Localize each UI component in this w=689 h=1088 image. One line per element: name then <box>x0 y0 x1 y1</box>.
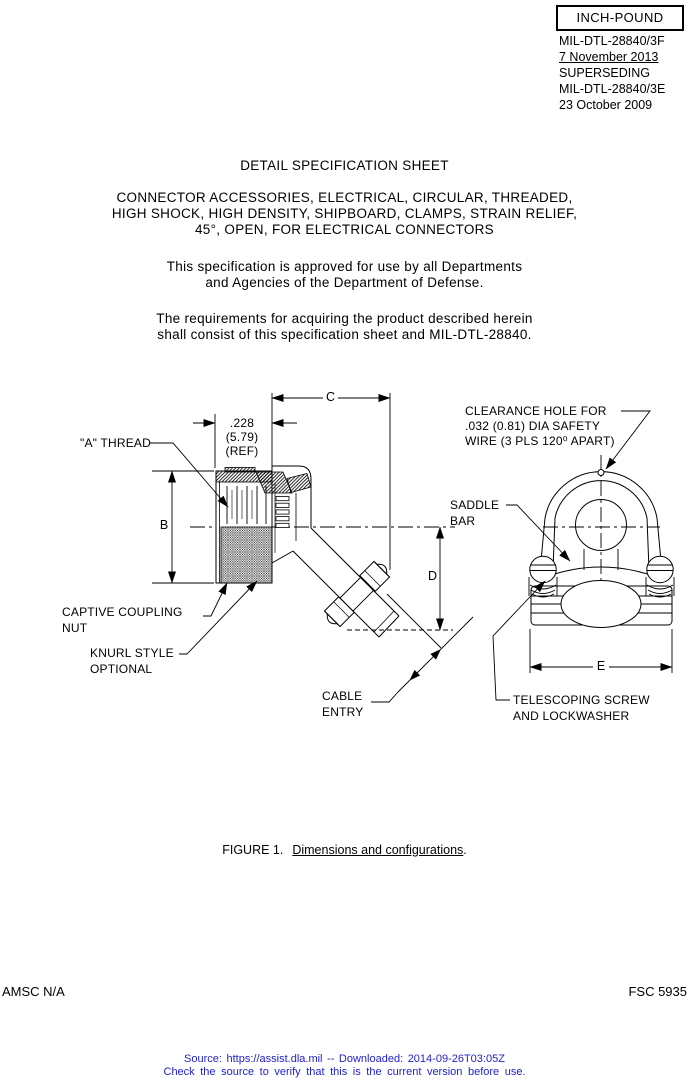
captive-coupling-nut-label: CAPTIVE COUPLING NUT <box>62 605 183 635</box>
knurl-section <box>221 527 272 583</box>
requirements-block <box>0 311 689 343</box>
subject-block <box>0 190 689 238</box>
clearance-hole-label: CLEARANCE HOLE FOR .032 (0.81) DIA SAFETY WIRE (3 PLS 120⁰ APART) <box>465 404 615 449</box>
clamp-screw-upper <box>360 558 393 591</box>
dim-b-label: B <box>159 518 169 532</box>
verify-line: Check the source to verify that this is the current version before use. <box>163 1066 526 1078</box>
clamp-base <box>531 581 672 628</box>
safety-wire-hole <box>598 470 604 476</box>
footer-codes <box>2 984 687 999</box>
ref-dimension-label: .228 (5.79) (REF) <box>225 416 259 458</box>
approval-line: This specification is approved for use by all Departments <box>166 259 523 274</box>
inch-pound-stamp: INCH-POUND <box>556 5 684 31</box>
approval-line: and Agencies of the Department of Defense. <box>205 275 484 290</box>
figure-caption-title: Dimensions and configurations <box>292 843 464 857</box>
knurl-leader <box>179 581 257 654</box>
requirements-line: shall consist of this specification sheet and MIL-DTL-28840. <box>157 327 532 342</box>
approval-block <box>0 259 689 291</box>
a-thread-label: "A" THREAD <box>80 436 151 450</box>
superseded-date: 23 October 2009 <box>559 98 653 112</box>
requirements-line: The requirements for acquiring the product described herein <box>156 311 533 326</box>
cable-hole <box>561 581 641 628</box>
knurl-style-label: KNURL STYLE OPTIONAL <box>90 646 174 676</box>
figure-caption-period: . <box>463 843 467 857</box>
saddle-bar-leader <box>506 505 570 561</box>
clamp-screw-lower <box>321 597 354 630</box>
dim-e-label: E <box>593 659 609 673</box>
dim-d-label: D <box>427 569 438 583</box>
shell-hatch-wedge2 <box>287 474 311 493</box>
cable-entry-face <box>379 616 399 637</box>
source-line: Source: https://assist.dla.mil -- Downloaded: 2014-09-26T03:05Z <box>184 1053 505 1065</box>
dim-cable-entry <box>371 594 473 702</box>
figure-caption-label: FIGURE 1. <box>222 843 284 857</box>
dim-c-label: C <box>323 390 338 404</box>
elbow-tube <box>272 528 399 637</box>
front-view <box>493 411 674 700</box>
amsc-code: AMSC N/A <box>2 984 65 999</box>
subject-line: 45°, OPEN, FOR ELECTRICAL CONNECTORS <box>194 222 494 237</box>
subject-line: CONNECTOR ACCESSORIES, ELECTRICAL, CIRCULAR, THREADED, <box>116 190 573 205</box>
spec-number: MIL-DTL-28840/3F <box>559 34 665 48</box>
side-view <box>150 393 473 702</box>
fsc-code: FSC 5935 <box>628 984 687 999</box>
subject-line: HIGH SHOCK, HIGH DENSITY, SHIPBOARD, CLAMPS, STRAIN RELIEF, <box>111 206 578 221</box>
superseding-label: SUPERSEDING <box>559 66 650 80</box>
captive-nut-leader <box>203 583 227 616</box>
spec-date: 7 November 2013 <box>559 50 659 64</box>
figure-caption <box>0 843 689 857</box>
sheet-title: DETAIL SPECIFICATION SHEET <box>240 158 449 173</box>
saddle-bar-label: SADDLE BAR <box>450 498 500 528</box>
telescoping-screw-label: TELESCOPING SCREW AND LOCKWASHER <box>513 693 650 723</box>
cable-entry-label: CABLE ENTRY <box>322 689 364 719</box>
superseded-number: MIL-DTL-28840/3E <box>559 82 666 96</box>
cable-entry-leader <box>371 692 398 702</box>
spec-id-block <box>559 33 665 113</box>
